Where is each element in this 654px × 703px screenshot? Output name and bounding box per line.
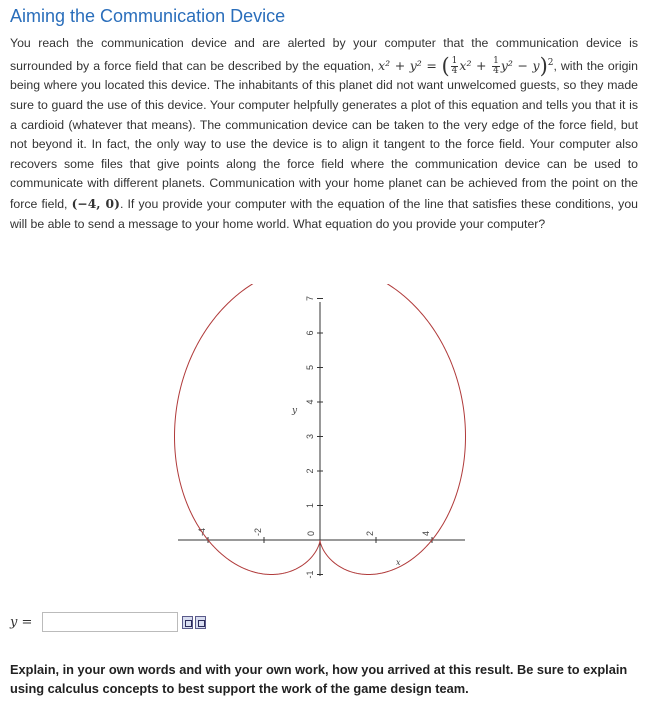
y-tick-label: -1	[305, 570, 315, 579]
y-tick-label: 4	[305, 399, 315, 405]
y-tick-label: 5	[305, 364, 315, 371]
x-axis-label: x	[396, 558, 401, 567]
answer-row	[10, 610, 206, 634]
axis-ticks	[197, 296, 432, 579]
x-tick-label: -4	[197, 527, 207, 536]
y-tick-label: 6	[305, 330, 315, 336]
fraction-2: $\frac{1}{4}$	[493, 55, 499, 76]
answer-tools	[182, 616, 206, 629]
y-tick-label: 2	[305, 468, 315, 474]
y-tick-label: 1	[305, 502, 315, 509]
preview-icon[interactable]	[195, 616, 206, 629]
y-tick-label: 7	[305, 295, 315, 302]
x-tick-label: 0	[306, 530, 316, 536]
x-tick-label: -2	[253, 527, 263, 536]
page-title: Aiming the Communication Device	[10, 6, 286, 26]
x-tick-label: 2	[365, 530, 375, 536]
x-tick-label: 4	[421, 530, 431, 536]
explain-prompt: Explain, in your own words and with your own work, how you arrived at this result. Be sure to explain using calculus concepts to best support the work of the game design team.	[10, 662, 628, 696]
y-axis-label: y	[292, 406, 298, 416]
equation-rhs-a: x² +	[459, 57, 487, 73]
problem-text-2: , with the origin being where you located this device. The inhabitants of this planet did not want unwelcomed guests, so they made sure to guard the use of this device. Your computer helpfully generates a plot of this equation and tells you that it is a cardioid (whatever that means). The communication device can be taken to the very edge of the force field, but not beyond it. In fact, the only way to use the device is to align it tangent to the force field. Your computer also recovers some files that give points along the force field where the communication device can be used to communicate with different planets. Communication with your home planet can be achieved from the point on the force field,	[10, 58, 638, 211]
y-tick-label: 3	[305, 433, 315, 440]
equation-exponent: 2	[547, 57, 554, 68]
problem-text-1: You reach the communication device and are alerted by your computer that the communication device is surrounded by a force field that can be described by the equation,	[10, 36, 638, 73]
problem-text	[10, 34, 638, 234]
cardioid-plot	[170, 284, 470, 584]
problem-text-3: . If you provide your computer with the equation of the line that satisfies these conditions, you will be able to send a message to your home world. What equation do you provide your computer?	[10, 196, 638, 231]
home-point: (−4, 0)	[71, 195, 120, 211]
equation-lhs: x² + y² =	[378, 57, 437, 73]
answer-label: y =	[10, 614, 33, 630]
equation-rhs-b: y² − y	[500, 57, 540, 73]
fraction-1: $\frac{1}{4}$	[451, 55, 458, 76]
answer-input[interactable]	[42, 612, 178, 632]
equation-editor-icon[interactable]	[182, 616, 193, 629]
force-field-equation: x² + y² = ( $\frac{1}{4}$ x² + $\frac{1}{4}$ y² − y)$^2$	[378, 53, 554, 78]
